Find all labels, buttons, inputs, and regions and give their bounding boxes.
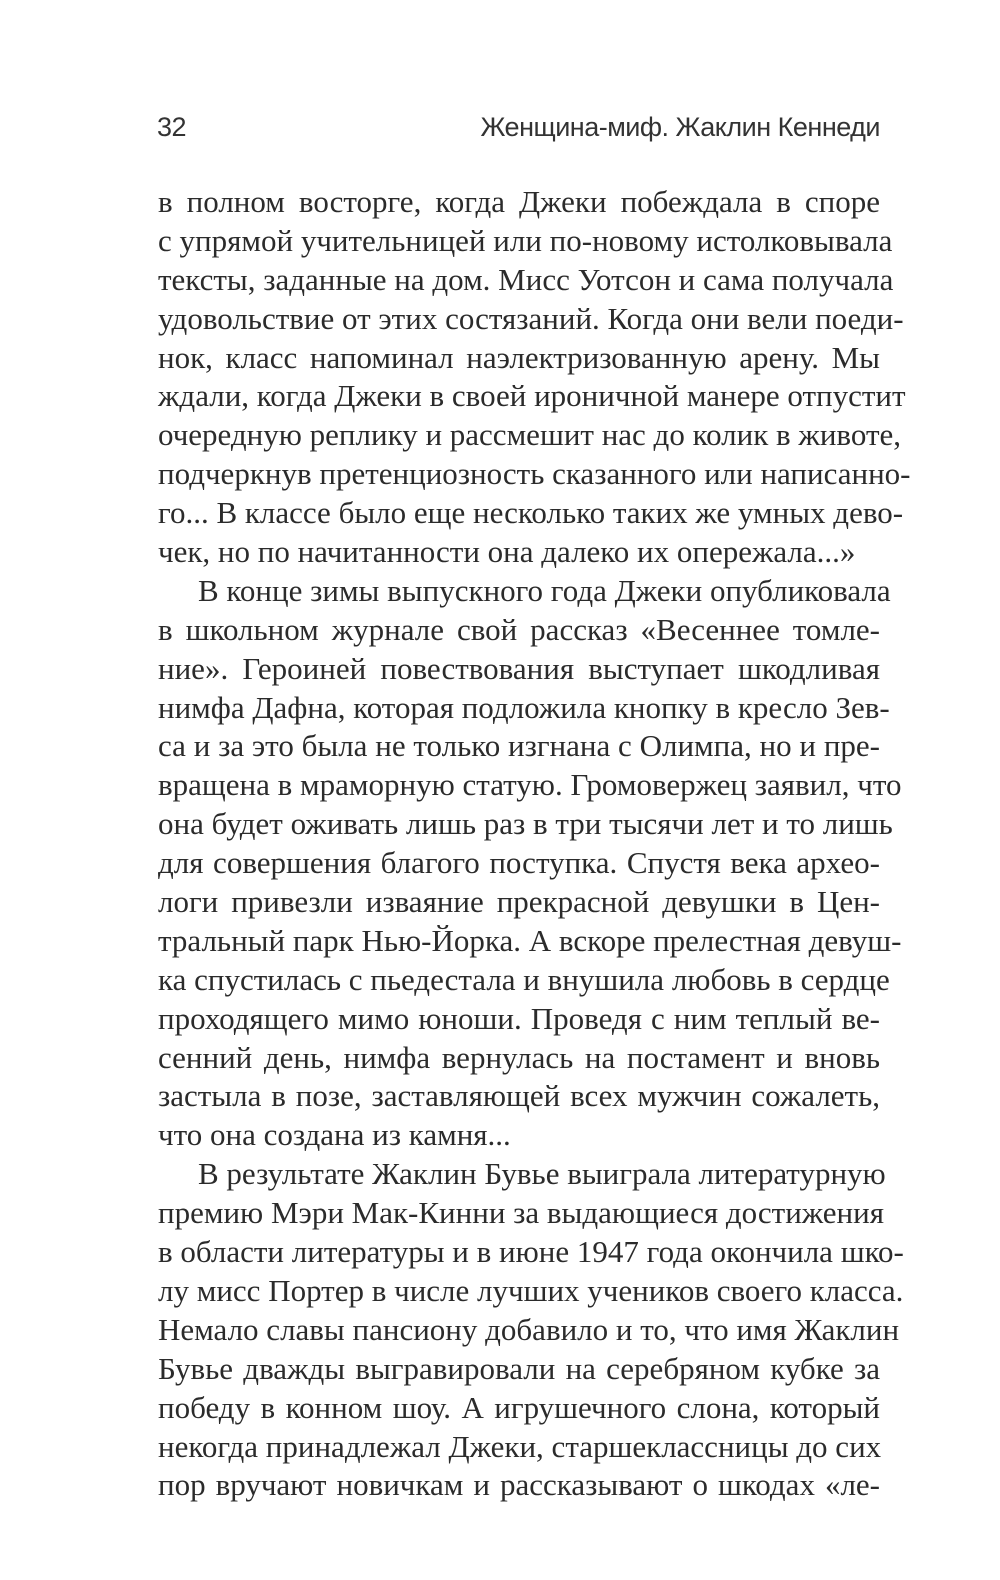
text-line: лу мисс Портер в числе лучших учеников своего класса.	[158, 1272, 904, 1308]
text-line: тральный парк Нью-Йорка. А вскоре прелестная девуш-	[158, 922, 902, 958]
text-line: В результате Жаклин Бувье выиграла литературную	[198, 1156, 886, 1192]
text-line: Бувье дважды выгравировали на серебряном кубке за	[158, 1350, 880, 1386]
text-line: го... В классе было еще несколько таких же умных дево-	[158, 495, 904, 531]
text-line: нимфа Дафна, которая подложила кнопку в кресло Зев-	[158, 689, 890, 725]
text-line: с упрямой учительницей или по-новому истолковывала	[158, 222, 893, 258]
body-text	[158, 183, 911, 1505]
text-line: что она создана из камня...	[158, 1117, 511, 1153]
text-line: ждали, когда Джеки в своей ироничной манере отпустит	[158, 378, 906, 414]
text-line: пор вручают новичкам и рассказывают о шкодах «ле-	[158, 1467, 880, 1503]
text-line: ние». Героиней повествования выступает шкодливая	[158, 650, 880, 686]
text-line: чек, но по начитанности она далеко их опережала...»	[158, 534, 856, 570]
text-line: премию Мэри Мак-Кинни за выдающиеся достижения	[158, 1195, 884, 1231]
text-line: ка спустилась с пьедестала и внушила любовь в сердце	[158, 961, 890, 997]
running-title: Женщина-миф. Жаклин Кеннеди	[480, 112, 880, 142]
text-line: в полном восторге, когда Джеки побеждала в споре	[158, 184, 880, 219]
text-line: некогда принадлежал Джеки, старшеклассницы до сих	[158, 1428, 882, 1464]
text-line: тексты, заданные на дом. Мисс Уотсон и сама получала	[158, 261, 894, 297]
text-line: са и за это была не только изгнана с Олимпа, но и пре-	[158, 728, 880, 764]
text-line: в области литературы и в июне 1947 года окончила шко-	[158, 1234, 904, 1270]
text-line: застыла в позе, заставляющей всех мужчин сожалеть,	[158, 1078, 880, 1114]
text-line: В конце зимы выпускного года Джеки опубликовала	[198, 572, 891, 608]
text-line: проходящего мимо юноши. Проведя с ним теплый ве-	[158, 1000, 880, 1036]
running-header	[157, 112, 880, 152]
text-line: победу в конном шоу. А игрушечного слона, который	[158, 1389, 880, 1425]
page-number: 32	[157, 112, 187, 142]
text-line: она будет оживать лишь раз в три тысячи лет и то лишь	[158, 806, 893, 842]
text-line: в школьном журнале свой рассказ «Весеннее томле-	[158, 611, 880, 647]
text-line: нок, класс напоминал наэлектризованную арену. Мы	[158, 339, 880, 375]
text-line: очередную реплику и рассмешит нас до колик в животе,	[158, 417, 902, 453]
text-line: сенний день, нимфа вернулась на постамент и вновь	[158, 1039, 880, 1075]
text-line: логи привезли изваяние прекрасной девушки в Цен-	[158, 884, 880, 920]
text-line: вращена в мраморную статую. Громовержец заявил, что	[158, 767, 902, 803]
text-line: для совершения благого поступка. Спустя века архео-	[158, 845, 880, 881]
text-line: Немало славы пансиону добавило и то, что имя Жаклин	[158, 1311, 900, 1347]
text-line: удовольствие от этих состязаний. Когда они вели поеди-	[158, 300, 904, 336]
text-line: подчеркнув претенциозность сказанного или написанно-	[158, 456, 911, 492]
